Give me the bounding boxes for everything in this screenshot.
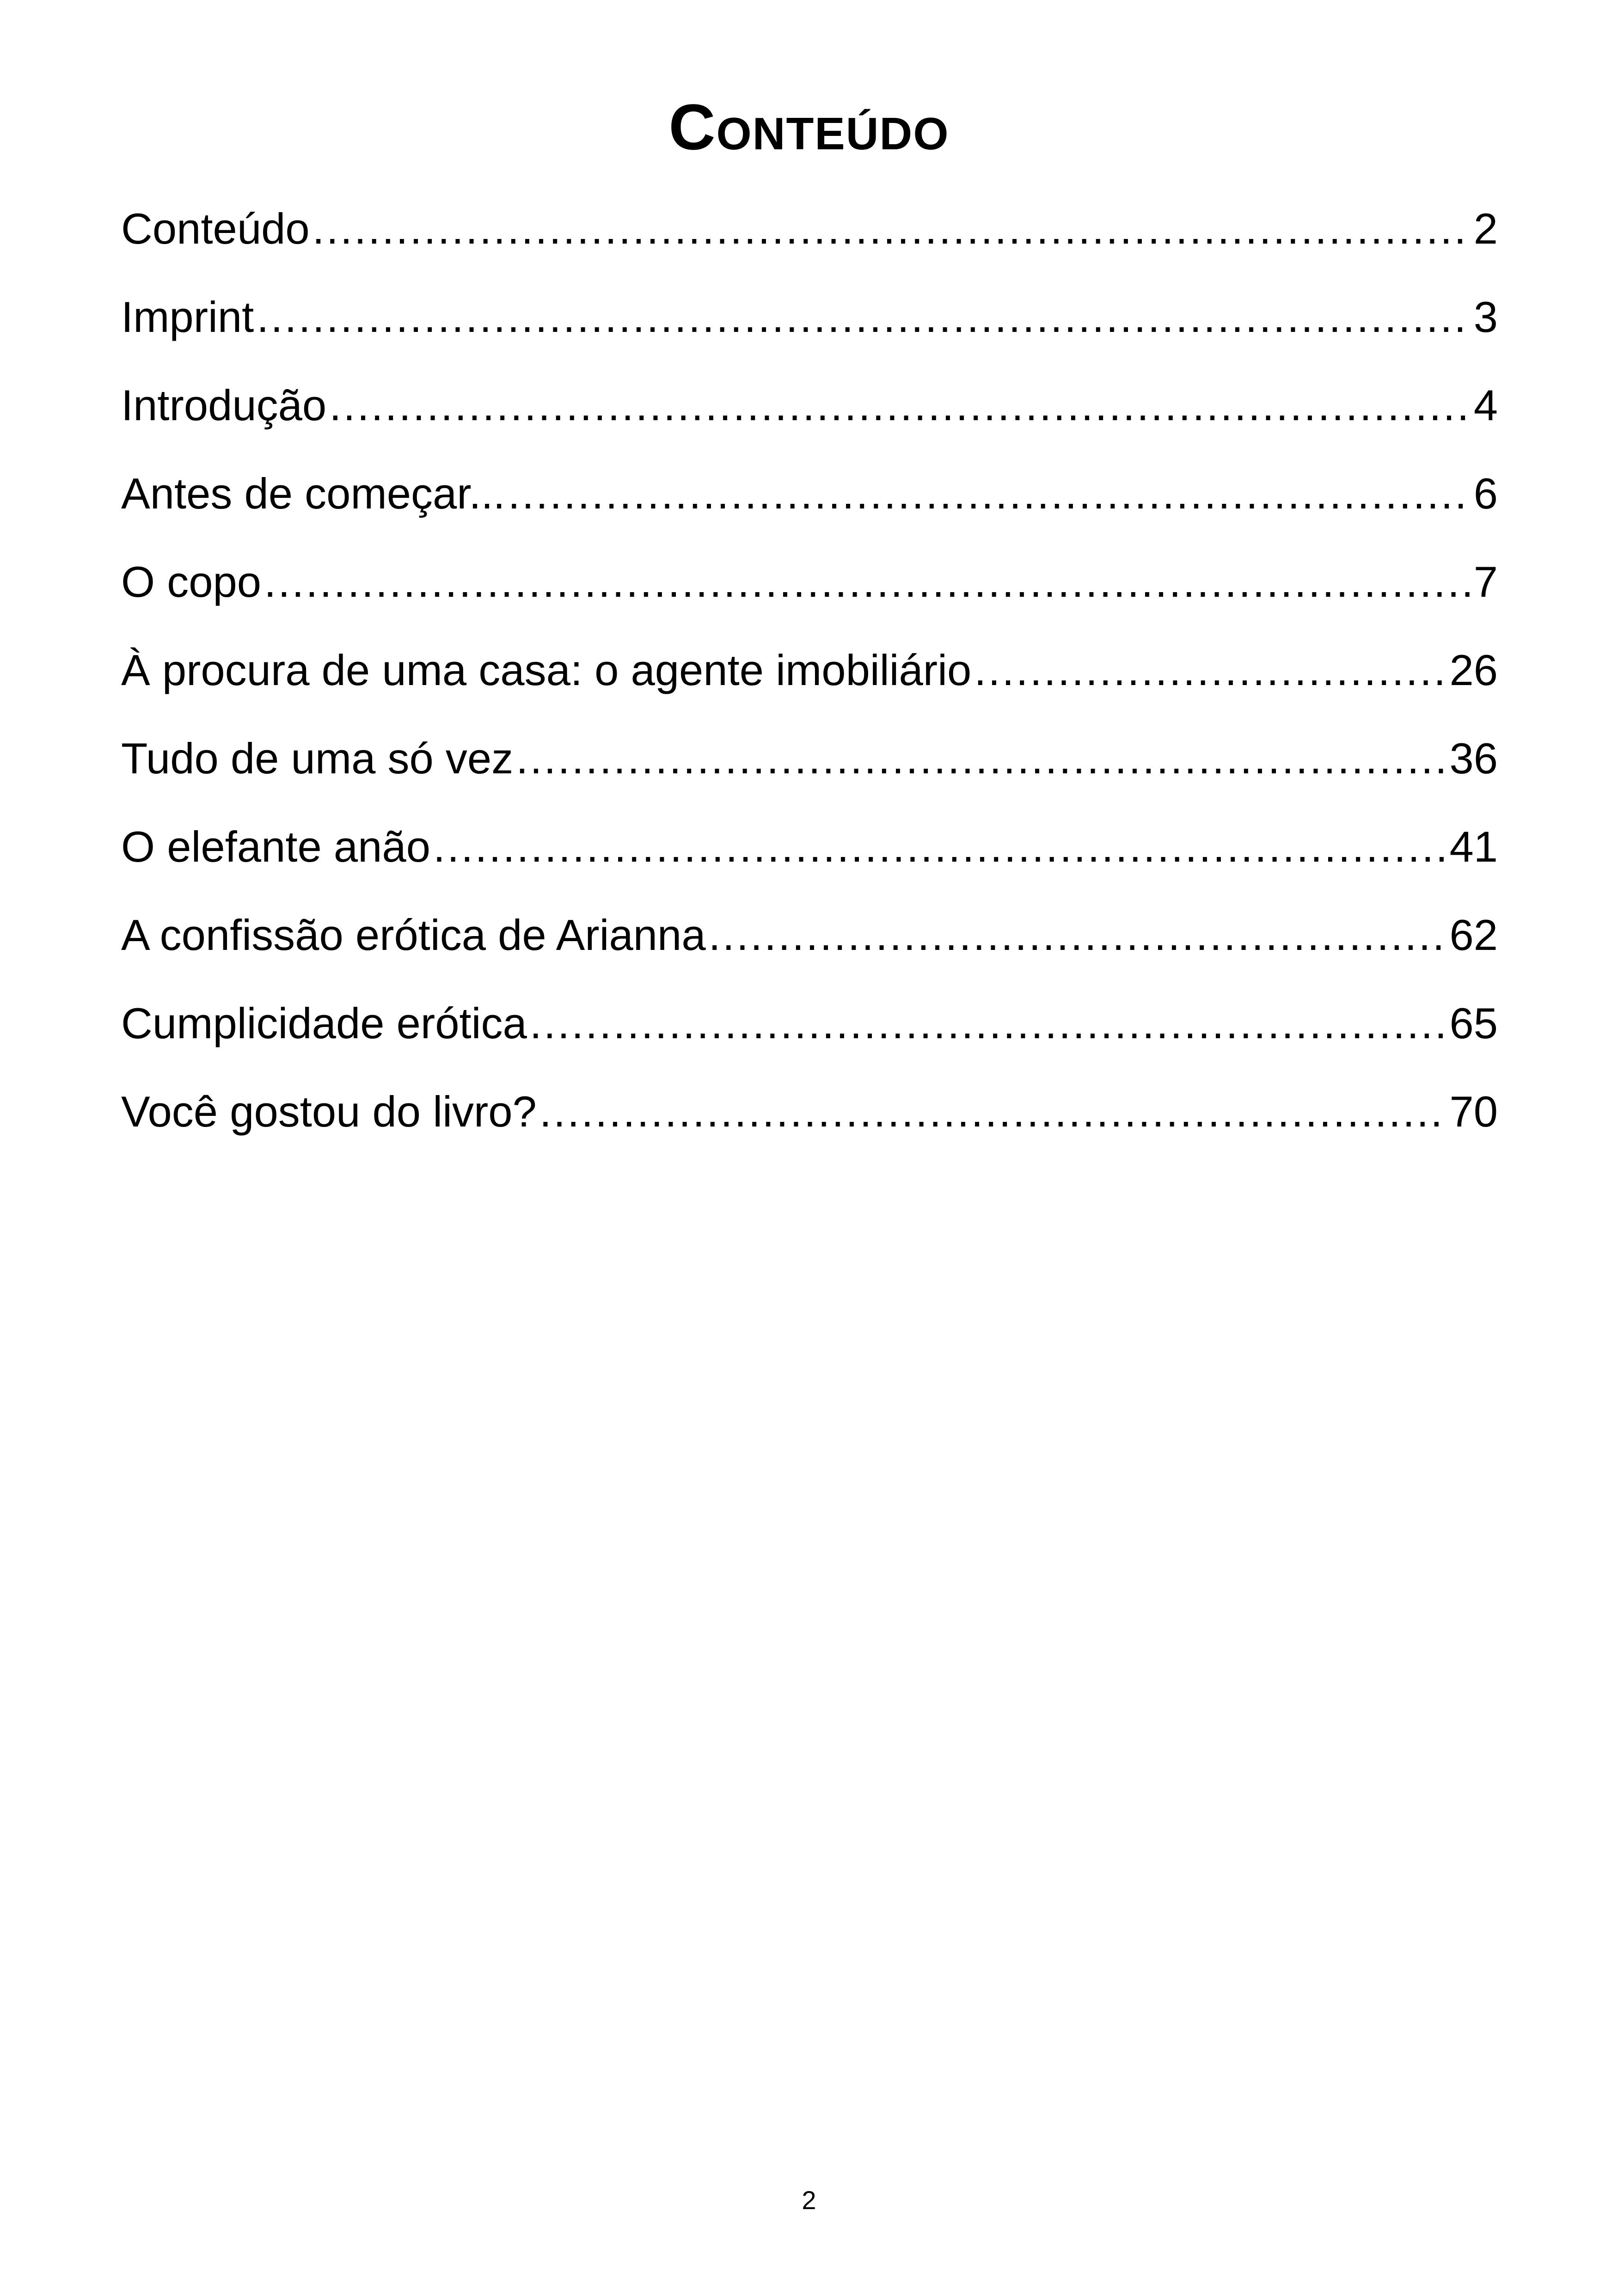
toc-dot-leader — [530, 996, 1447, 1051]
toc-entry[interactable] — [121, 201, 1498, 289]
toc-dot-leader — [264, 554, 1471, 610]
toc-entry-page: 70 — [1449, 1087, 1498, 1136]
table-of-contents — [121, 201, 1498, 1172]
page-number: 2 — [802, 2186, 816, 2215]
toc-entry-title: O copo — [121, 557, 262, 606]
toc-entry[interactable] — [121, 378, 1498, 466]
toc-entry[interactable] — [121, 819, 1498, 907]
page-title: Conteúdo — [668, 91, 950, 163]
toc-entry-page: 62 — [1449, 911, 1498, 959]
toc-entry-page: 26 — [1449, 646, 1498, 694]
toc-entry-page: 36 — [1449, 734, 1498, 783]
toc-entry-title: Você gostou do livro? — [121, 1087, 537, 1136]
toc-dot-leader — [974, 643, 1446, 698]
toc-dot-leader — [329, 378, 1471, 433]
toc-entry[interactable] — [121, 643, 1498, 731]
toc-entry[interactable] — [121, 731, 1498, 819]
toc-entry[interactable] — [121, 466, 1498, 554]
toc-entry-page: 6 — [1473, 469, 1498, 518]
toc-entry-page: 3 — [1473, 293, 1498, 341]
toc-entry[interactable] — [121, 907, 1498, 996]
toc-entry-page: 41 — [1449, 822, 1498, 871]
toc-entry-title: Imprint — [121, 293, 254, 341]
toc-entry[interactable] — [121, 554, 1498, 643]
toc-dot-leader — [508, 466, 1471, 521]
toc-dot-leader — [709, 907, 1447, 963]
toc-entry-title: A confissão erótica de Arianna — [121, 911, 706, 959]
toc-entry-title: À procura de uma casa: o agente imobiliário — [121, 646, 972, 694]
toc-entry-title: Cumplicidade erótica — [121, 999, 527, 1047]
toc-entry-page: 7 — [1473, 557, 1498, 606]
toc-entry-title: Introdução — [121, 381, 327, 429]
toc-entry[interactable] — [121, 289, 1498, 378]
toc-entry-page: 2 — [1473, 204, 1498, 253]
toc-dot-leader — [257, 289, 1471, 345]
toc-entry-title: O elefante anão — [121, 822, 430, 871]
toc-entry-page: 4 — [1473, 381, 1498, 429]
toc-entry-title: Antes de começar... — [121, 469, 505, 518]
toc-entry-title: Conteúdo — [121, 204, 310, 253]
toc-dot-leader — [516, 731, 1446, 786]
toc-entry[interactable] — [121, 996, 1498, 1084]
toc-entry-page: 65 — [1449, 999, 1498, 1047]
toc-entry[interactable] — [121, 1084, 1498, 1172]
toc-dot-leader — [313, 201, 1471, 257]
toc-entry-title: Tudo de uma só vez — [121, 734, 514, 783]
toc-dot-leader — [539, 1084, 1447, 1139]
toc-dot-leader — [433, 819, 1446, 875]
